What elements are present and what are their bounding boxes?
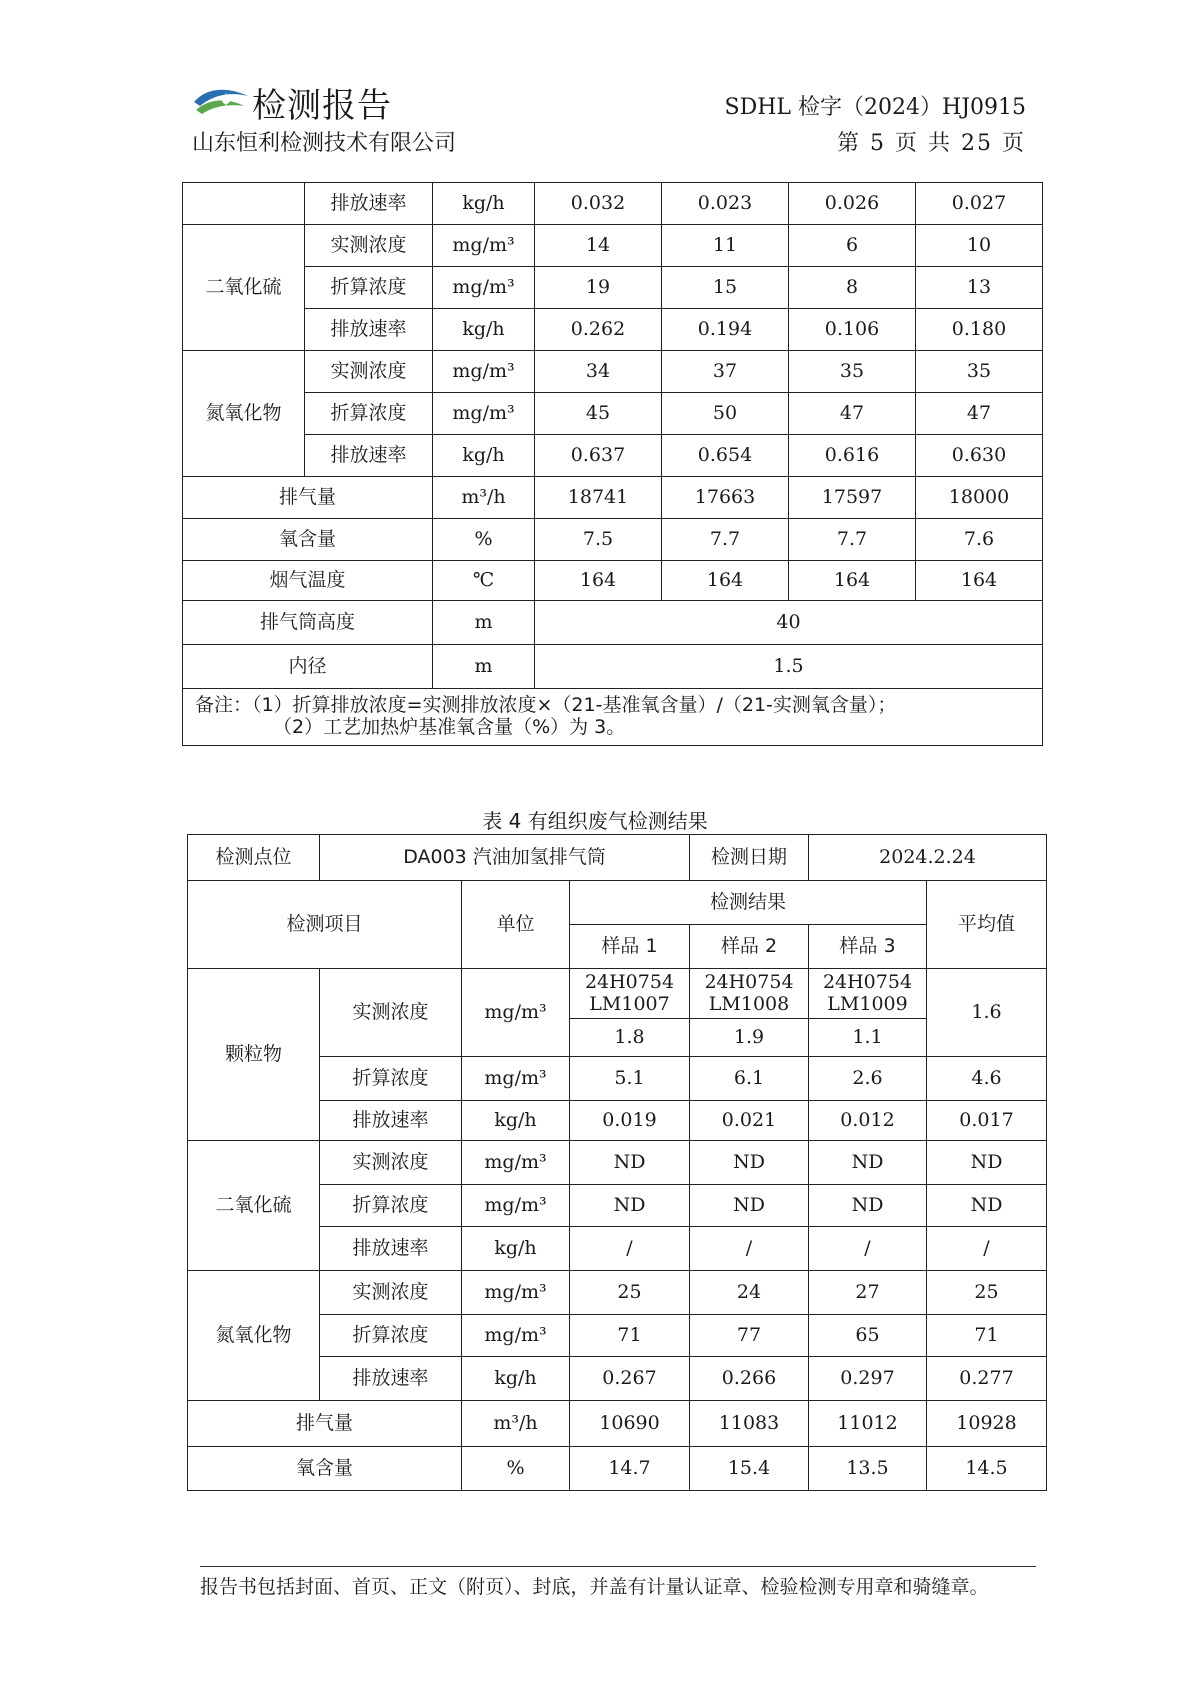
unit-cell: mg/m³	[462, 1057, 570, 1101]
table-row	[183, 183, 1043, 225]
exhaust-row	[183, 477, 1043, 519]
table-row	[183, 435, 1043, 477]
unit-cell: mg/m³	[433, 393, 535, 435]
item-cell: 实测浓度	[305, 225, 433, 267]
company-name: 山东恒利检测技术有限公司	[192, 131, 457, 156]
table-row	[183, 309, 1043, 351]
group-cell: 氮氧化物	[188, 1271, 320, 1401]
table-row	[183, 225, 1043, 267]
value-cell: 0.012	[809, 1101, 927, 1141]
unit-cell: m	[433, 645, 535, 689]
value-cell: 164	[535, 561, 662, 601]
value-cell: 18741	[535, 477, 662, 519]
value-cell: 50	[662, 393, 789, 435]
group-cell: 二氧化硫	[188, 1141, 320, 1271]
unit-cell: mg/m³	[462, 1185, 570, 1227]
sample-id-cell: 24H0754 LM1007	[570, 969, 690, 1019]
table-row	[188, 1141, 1047, 1185]
value-cell: 45	[535, 393, 662, 435]
avg-cell: /	[927, 1227, 1047, 1271]
item-cell: 实测浓度	[305, 351, 433, 393]
value-cell: 65	[809, 1315, 927, 1357]
value-cell: 0.027	[916, 183, 1043, 225]
value-cell: 35	[916, 351, 1043, 393]
item-cell: 排气量	[188, 1401, 462, 1447]
page-indicator: 第 5 页 共 25 页	[837, 131, 1026, 156]
footer-divider	[200, 1566, 1036, 1567]
value-cell: /	[690, 1227, 809, 1271]
table-row	[183, 351, 1043, 393]
unit-cell: mg/m³	[462, 969, 570, 1057]
group-cell: 颗粒物	[188, 969, 320, 1141]
value-cell: 0.297	[809, 1357, 927, 1401]
table-caption: 表 4 有组织废气检测结果	[482, 809, 708, 833]
company-logo-icon	[192, 80, 250, 120]
value-cell: 77	[690, 1315, 809, 1357]
avg-cell: 1.6	[927, 969, 1047, 1057]
avg-cell: 25	[927, 1271, 1047, 1315]
value-cell: 164	[789, 561, 916, 601]
value-cell: 0.262	[535, 309, 662, 351]
value-cell: 19	[535, 267, 662, 309]
value-cell: 47	[916, 393, 1043, 435]
result-header: 检测结果	[570, 881, 927, 925]
item-cell: 排放速率	[305, 309, 433, 351]
value-cell: 7.5	[535, 519, 662, 561]
avg-cell: ND	[927, 1141, 1047, 1185]
flue-temp-row	[183, 561, 1043, 601]
value-cell: /	[809, 1227, 927, 1271]
unit-cell: mg/m³	[462, 1315, 570, 1357]
item-cell: 氧含量	[183, 519, 433, 561]
unit-header: 单位	[462, 881, 570, 969]
item-cell: 内径	[183, 645, 433, 689]
value-cell: 13.5	[809, 1447, 927, 1491]
notes-cell	[183, 689, 1043, 746]
avg-cell: 4.6	[927, 1057, 1047, 1101]
value-cell: ND	[809, 1185, 927, 1227]
value-cell: 24	[690, 1271, 809, 1315]
item-cell: 烟气温度	[183, 561, 433, 601]
value-cell: ND	[570, 1141, 690, 1185]
value-cell: 17663	[662, 477, 789, 519]
item-cell: 实测浓度	[320, 1271, 462, 1315]
unit-cell: m³/h	[433, 477, 535, 519]
unit-cell: mg/m³	[462, 1271, 570, 1315]
item-cell: 排放速率	[320, 1357, 462, 1401]
value-cell: 5.1	[570, 1057, 690, 1101]
item-cell: 排放速率	[305, 183, 433, 225]
value-cell: 34	[535, 351, 662, 393]
item-cell: 排放速率	[305, 435, 433, 477]
value-cell: 11083	[690, 1401, 809, 1447]
value-cell: 0.616	[789, 435, 916, 477]
unit-cell: mg/m³	[433, 225, 535, 267]
value-cell: 0.023	[662, 183, 789, 225]
item-cell: 折算浓度	[320, 1057, 462, 1101]
item-header: 检测项目	[188, 881, 462, 969]
value-cell: 6.1	[690, 1057, 809, 1101]
notes-row	[183, 689, 1043, 746]
note-line-1: 备注：（1）折算排放浓度=实测排放浓度×（21-基准氧含量）/（21-实测氧含量）；	[195, 694, 897, 716]
value-cell: 7.7	[789, 519, 916, 561]
value-cell: ND	[690, 1141, 809, 1185]
value-cell: 2.6	[809, 1057, 927, 1101]
table-row	[188, 881, 1047, 925]
value-cell: 14	[535, 225, 662, 267]
point-value: DA003 汽油加氢排气筒	[320, 835, 690, 881]
value-cell: 11	[662, 225, 789, 267]
value-cell: 14.7	[570, 1447, 690, 1491]
date-label: 检测日期	[690, 835, 809, 881]
value-cell: 0.637	[535, 435, 662, 477]
value-cell: 0.106	[789, 309, 916, 351]
oxygen-row	[188, 1447, 1047, 1491]
table-row	[188, 835, 1047, 881]
value-cell: 25	[570, 1271, 690, 1315]
avg-cell: 10928	[927, 1401, 1047, 1447]
item-cell: 排气筒高度	[183, 601, 433, 645]
avg-cell: 14.5	[927, 1447, 1047, 1491]
value-cell: 0.266	[690, 1357, 809, 1401]
value-cell: 1.8	[570, 1019, 690, 1057]
value-cell: 6	[789, 225, 916, 267]
item-cell: 折算浓度	[320, 1315, 462, 1357]
value-cell: 164	[916, 561, 1043, 601]
item-cell: 实测浓度	[320, 969, 462, 1057]
sample-header: 样品 2	[690, 925, 809, 969]
unit-cell: %	[433, 519, 535, 561]
item-cell: 排气量	[183, 477, 433, 519]
value-cell: 0.194	[662, 309, 789, 351]
value-cell: ND	[570, 1185, 690, 1227]
value-cell: 0.019	[570, 1101, 690, 1141]
note-line-2: （2）工艺加热炉基准氧含量（%）为 3。	[273, 715, 626, 738]
report-code: SDHL 检字（2024）HJ0915	[724, 95, 1026, 120]
value-cell: 8	[789, 267, 916, 309]
value-cell: 7.7	[662, 519, 789, 561]
table-row	[183, 393, 1043, 435]
table-row	[188, 969, 1047, 1019]
avg-cell: 0.277	[927, 1357, 1047, 1401]
value-cell: 1.5	[535, 645, 1043, 689]
value-cell: 164	[662, 561, 789, 601]
unit-cell: m³/h	[462, 1401, 570, 1447]
unit-cell: kg/h	[462, 1101, 570, 1141]
value-cell: 1.9	[690, 1019, 809, 1057]
value-cell: 0.630	[916, 435, 1043, 477]
unit-cell: kg/h	[433, 309, 535, 351]
sample-id-cell: 24H0754 LM1009	[809, 969, 927, 1019]
date-value: 2024.2.24	[809, 835, 1047, 881]
unit-cell: kg/h	[462, 1357, 570, 1401]
item-cell: 实测浓度	[320, 1141, 462, 1185]
unit-cell: kg/h	[433, 183, 535, 225]
value-cell: /	[570, 1227, 690, 1271]
unit-cell: %	[462, 1447, 570, 1491]
oxygen-row	[183, 519, 1043, 561]
value-cell: 15.4	[690, 1447, 809, 1491]
avg-header: 平均值	[927, 881, 1047, 969]
value-cell: 47	[789, 393, 916, 435]
value-cell: 35	[789, 351, 916, 393]
emission-results-table	[187, 834, 1047, 1491]
value-cell: 10690	[570, 1401, 690, 1447]
value-cell: 18000	[916, 477, 1043, 519]
avg-cell: 0.017	[927, 1101, 1047, 1141]
group-cell: 氮氧化物	[183, 351, 305, 477]
value-cell: ND	[809, 1141, 927, 1185]
item-cell: 排放速率	[320, 1101, 462, 1141]
unit-cell: mg/m³	[462, 1141, 570, 1185]
unit-cell: mg/m³	[433, 351, 535, 393]
unit-cell: kg/h	[433, 435, 535, 477]
inner-diameter-row	[183, 645, 1043, 689]
exhaust-row	[188, 1401, 1047, 1447]
group-cell: 二氧化硫	[183, 225, 305, 351]
table-row	[188, 1271, 1047, 1315]
value-cell: 7.6	[916, 519, 1043, 561]
table-row	[183, 267, 1043, 309]
value-cell: 0.180	[916, 309, 1043, 351]
item-cell: 排放速率	[320, 1227, 462, 1271]
value-cell: 0.026	[789, 183, 916, 225]
value-cell: 1.1	[809, 1019, 927, 1057]
value-cell: ND	[690, 1185, 809, 1227]
footer-note: 报告书包括封面、首页、正文（附页）、封底，并盖有计量认证章、检验检测专用章和骑缝章。	[200, 1576, 989, 1598]
sample-header: 样品 1	[570, 925, 690, 969]
value-cell: 0.654	[662, 435, 789, 477]
value-cell: 71	[570, 1315, 690, 1357]
unit-cell: ℃	[433, 561, 535, 601]
unit-cell: m	[433, 601, 535, 645]
sample-id-cell: 24H0754 LM1008	[690, 969, 809, 1019]
value-cell: 11012	[809, 1401, 927, 1447]
point-label: 检测点位	[188, 835, 320, 881]
value-cell: 0.032	[535, 183, 662, 225]
value-cell: 37	[662, 351, 789, 393]
value-cell: 0.267	[570, 1357, 690, 1401]
item-cell: 折算浓度	[305, 267, 433, 309]
value-cell: 17597	[789, 477, 916, 519]
item-cell: 氧含量	[188, 1447, 462, 1491]
unit-cell: mg/m³	[433, 267, 535, 309]
value-cell: 10	[916, 225, 1043, 267]
item-cell: 折算浓度	[305, 393, 433, 435]
value-cell: 15	[662, 267, 789, 309]
sample-header: 样品 3	[809, 925, 927, 969]
value-cell: 40	[535, 601, 1043, 645]
group-cell	[183, 183, 305, 225]
avg-cell: ND	[927, 1185, 1047, 1227]
value-cell: 0.021	[690, 1101, 809, 1141]
value-cell: 13	[916, 267, 1043, 309]
avg-cell: 71	[927, 1315, 1047, 1357]
report-title: 检测报告	[252, 86, 392, 126]
unit-cell: kg/h	[462, 1227, 570, 1271]
value-cell: 27	[809, 1271, 927, 1315]
emission-table-continued	[182, 182, 1043, 746]
item-cell: 折算浓度	[320, 1185, 462, 1227]
stack-height-row	[183, 601, 1043, 645]
